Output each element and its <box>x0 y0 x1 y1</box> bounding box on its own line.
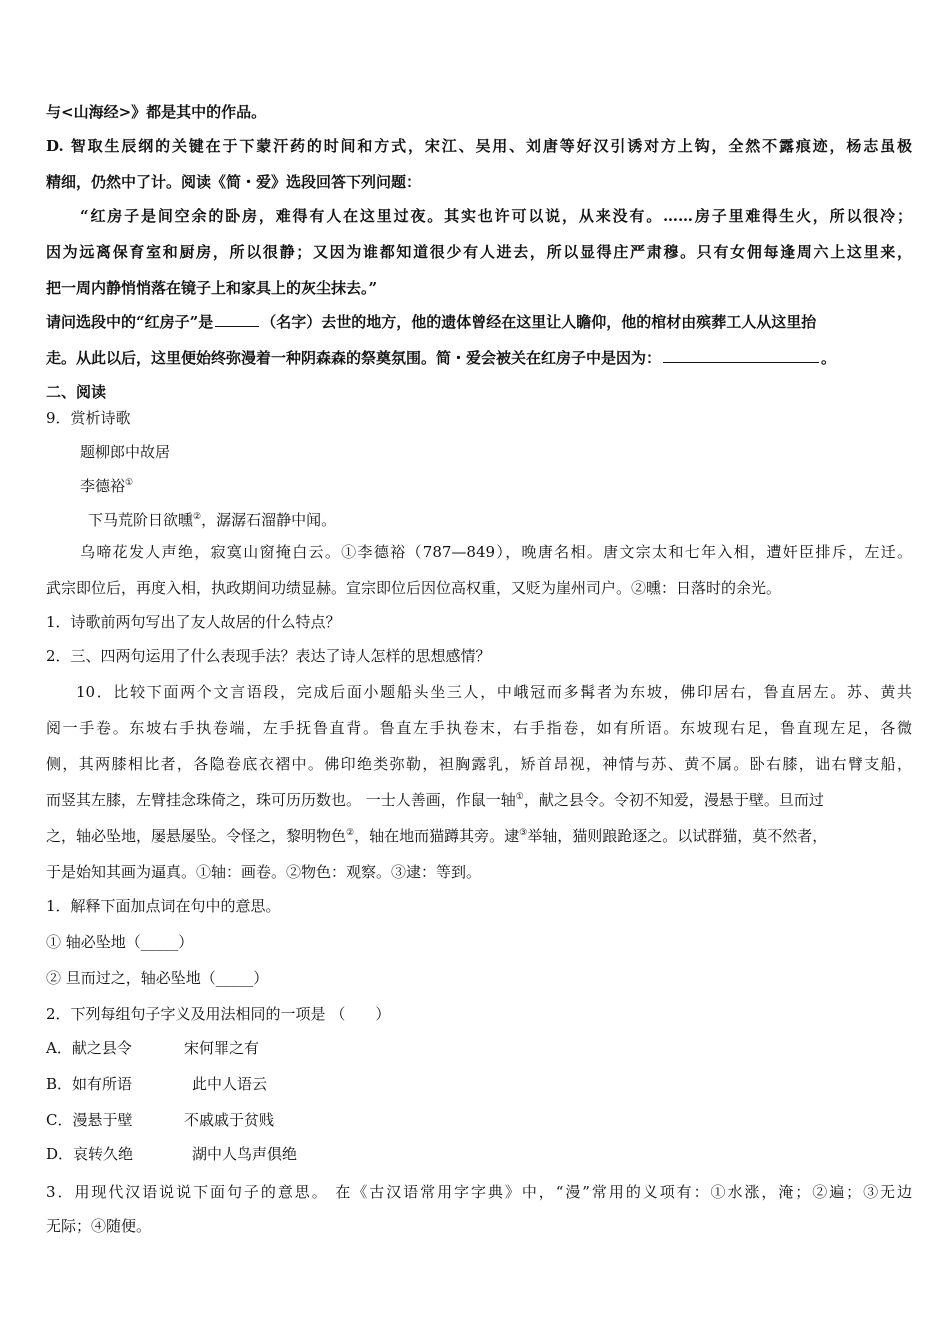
question-9-title: 9．赏析诗歌 <box>46 409 131 427</box>
section-heading: 二、阅读 <box>46 383 107 401</box>
subquestion-2: 2．下列每组句子字义及用法相同的一项是 （ ） <box>46 1005 391 1023</box>
option-right: 湖中人鸟声俱绝 <box>192 1145 298 1163</box>
question-line <box>46 312 912 332</box>
text-line: 精细，仍然中了计。阅读《简・爱》选段回答下列问题： <box>46 173 422 191</box>
option-c <box>46 1110 274 1130</box>
passage-text: 之，轴必坠地，屡悬屡坠。令怪之，黎明物色 <box>46 827 347 845</box>
answer-blank[interactable] <box>663 348 819 363</box>
poem-line: 乌啼花发人声绝，寂寞山窗掩白云。①李德裕（787—849），晚唐名相。唐文宗太和七年入相，遭奸臣排斥，左迁。 <box>80 543 912 561</box>
passage-text: ，轴在地而猫蹲其旁。逮 <box>354 827 520 845</box>
option-right: 不戚戚于贫贱 <box>184 1111 275 1129</box>
option-b <box>46 1074 267 1094</box>
item-text: ② 旦而过之，轴必坠地（ <box>46 969 216 987</box>
footnote-mark: ② <box>346 828 355 838</box>
question-text: （名字）去世的地方，他的遗体曾经在这里让人瞻仰，他的棺材由殡葬工人从这里抬 <box>261 313 817 331</box>
poem-title: 题柳郎中故居 <box>80 443 171 461</box>
passage-line <box>46 790 912 810</box>
item-text: ① 轴必坠地（ <box>46 933 141 951</box>
subquestion-1: 1．解释下面加点词在句中的意思。 <box>46 897 281 915</box>
subquestion-1a <box>46 932 193 952</box>
poet-name: 李德裕 <box>80 477 126 495</box>
passage-line: 阅一手卷。东坡右手执卷端，左手抚鲁直背。鲁直左手执卷末，右手指卷，如有所语。东坡现右足，鲁直现左足，各微 <box>46 719 912 737</box>
poem-note: 武宗即位后，再度入相，执政期间功绩显赫。宣宗即位后因位高权重，又贬为崖州司户。②曛：日落时的余光。 <box>46 579 782 597</box>
question-9-1: 1．诗歌前两句写出了友人故居的什么特点？ <box>46 613 341 631</box>
answer-blank[interactable] <box>215 312 259 327</box>
option-d-line: D. 智取生辰纲的关键在于下蒙汗药的时间和方式，宋江、吴用、刘唐等好汉引诱对方上钩，全然不露痕迹，杨志虽极 <box>46 137 912 155</box>
question-text: 走。从此以后，这里便始终弥漫着一种阴森森的祭奠氛围。简・爱会被关在红房子中是因为： <box>46 349 662 367</box>
quote-line: 把一周内静悄悄落在镜子上和家具上的灰尘抹去。” <box>46 279 378 297</box>
subquestion-3: 3．用现代汉语说说下面句子的意思。 在《古汉语常用字字典》中，“漫”常用的义项有：①水涨，淹；②遍；③无边 <box>46 1183 912 1201</box>
option-a <box>46 1038 259 1058</box>
question-line <box>46 348 836 368</box>
passage-line: 侧，其两膝相比者，各隐卷底衣褶中。佛印绝类弥勒，袒胸露乳，矫首昂视，神情与苏、黄不属。卧右膝，诎右臂支船， <box>46 755 912 773</box>
answer-blank[interactable]: _____ <box>140 933 179 951</box>
subquestion-1b <box>46 968 268 988</box>
option-left: C．漫悬于壁 <box>46 1111 133 1129</box>
option-right: 此中人语云 <box>192 1075 268 1093</box>
quote-line: “红房子是间空余的卧房，难得有人在这里过夜。其实也许可以说，从来没有。……房子里难得生火，所以很冷； <box>80 207 912 225</box>
option-left: D．哀转久绝 <box>46 1145 134 1163</box>
text-line: 与<山海经>》都是其中的作品。 <box>46 103 267 121</box>
poem-line <box>46 510 336 530</box>
option-left: A．献之县令 <box>46 1039 132 1057</box>
footnote-mark: ① <box>125 478 134 488</box>
passage-line: 于是始知其画为逼真。①轴：画卷。②物色：观察。③逮：等到。 <box>46 863 482 881</box>
question-9-2: 2．三、四两句运用了什么表现手法？表达了诗人怎样的思想感情？ <box>46 647 491 665</box>
option-right: 宋何罪之有 <box>184 1039 260 1057</box>
answer-blank[interactable]: _____ <box>215 969 254 987</box>
poem-text: 下马荒阶日欲曛 <box>88 511 194 529</box>
passage-text: ，献之县令。令初不知爱，漫悬于壁。旦而过 <box>523 791 824 809</box>
question-text: 。 <box>821 349 837 367</box>
passage-text: 而竖其左膝，左臂挂念珠倚之，珠可历历数也。 一士人善画，作鼠一轴 <box>46 791 516 809</box>
footnote-mark: ① <box>515 792 524 802</box>
item-text: ） <box>178 933 194 951</box>
option-left: B．如有所语 <box>46 1075 133 1093</box>
footnote-mark: ③ <box>519 828 528 838</box>
passage-text: 举轴，猫则踉跄逐之。以试群猫，莫不然者， <box>527 827 828 845</box>
item-text: ） <box>253 969 269 987</box>
passage-line <box>46 826 912 846</box>
option-d <box>46 1144 297 1164</box>
passage-line: 10．比较下面两个文言语段，完成后面小题船头坐三人，中峨冠而多髯者为东坡，佛印居右，鲁直居左。苏、黄共 <box>76 683 912 701</box>
subquestion-3-cont: 无际；④随便。 <box>46 1217 152 1235</box>
quote-line: 因为远离保育室和厨房，所以很静；又因为谁都知道很少有人进去，所以显得庄严肃穆。只有女佣每逢周六上这里来， <box>46 243 912 261</box>
poem-text: ，潺潺石溜静中闻。 <box>201 511 337 529</box>
question-text: 请问选段中的“红房子”是 <box>46 313 214 331</box>
poem-author <box>46 476 133 496</box>
footnote-mark: ② <box>193 512 202 522</box>
